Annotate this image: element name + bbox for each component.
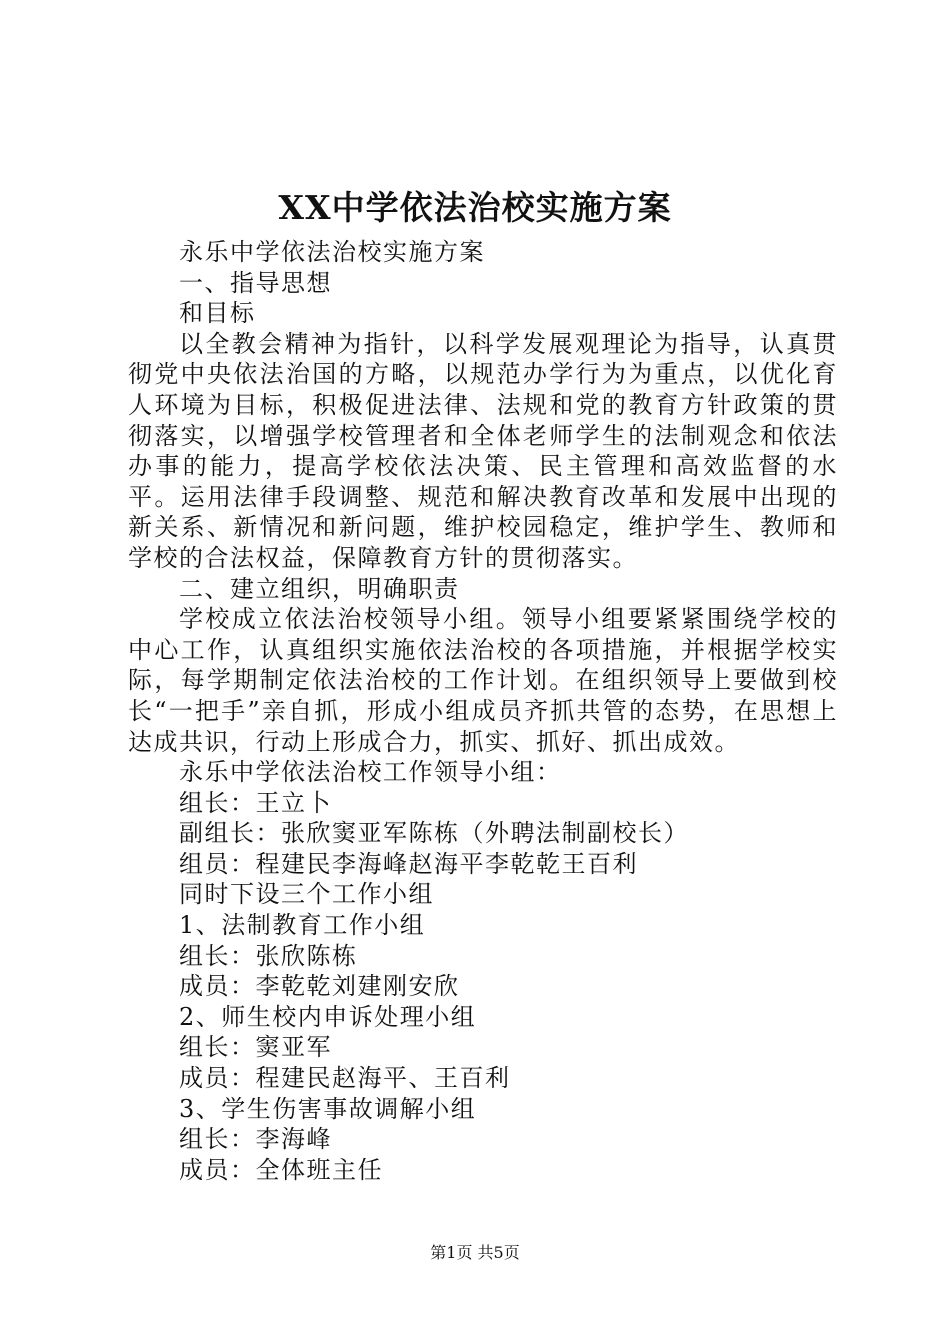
- section-heading: 二、建立组织，明确职责: [179, 574, 460, 603]
- document-body: [128, 237, 838, 1185]
- page-footer: 第1页 共5页: [430, 1243, 520, 1262]
- member-line: 成员：程建民赵海平、王百利: [179, 1064, 511, 1093]
- paragraph: 以全教会精神为指针，以科学发展观理论为指导，认真贯彻党中央依法治国的方略，以规范办学行为为重点，以优化育人环境为目标，积极促进法律、法规和党的教育方针政策的贯彻落实，以增强学校管理者和全体老师学生的法制观念和依法办事的能力，提高学校依法决策、民主管理和高效监督的水平。运用法律手段调整、规范和解决教育改革和发展中出现的新关系、新情况和新问题，维护校园稳定，维护学生、教师和学校的合法权益，保障教育方针的贯彻落实。: [128, 329, 838, 572]
- member-line: 组长：张欣陈栋: [179, 941, 358, 970]
- subgroup-heading: 3、学生伤害事故调解小组: [179, 1094, 477, 1123]
- member-line: 组长：李海峰: [179, 1125, 332, 1154]
- member-line: 组长：王立卜: [179, 788, 332, 817]
- paragraph: 学校成立依法治校领导小组。领导小组要紧紧围绕学校的中心工作，认真组织实施依法治校的各项措施，并根据学校实际，每学期制定依法治校的工作计划。在组织领导上要做到校长“一把手”亲自抓，形成小组成员齐抓共管的态势，在思想上达成共识，行动上形成合力，抓实、抓好、抓出成效。: [128, 605, 838, 756]
- body-line: 和目标: [179, 299, 256, 328]
- member-line: 副组长：张欣窦亚军陈栋（外聘法制副校长）: [179, 819, 689, 848]
- subgroup-heading: 1、法制教育工作小组: [179, 911, 426, 940]
- member-line: 成员：全体班主任: [179, 1155, 383, 1184]
- member-line: 成员：李乾乾刘建刚安欣: [179, 972, 460, 1001]
- body-line: 永乐中学依法治校实施方案: [179, 238, 485, 266]
- body-line: 永乐中学依法治校工作领导小组：: [179, 758, 562, 787]
- section-heading: 一、指导思想: [179, 268, 332, 297]
- member-line: 组长：窦亚军: [179, 1033, 332, 1062]
- document-title: XX中学依法治校实施方案: [278, 188, 672, 227]
- subgroup-heading: 2、师生校内申诉处理小组: [179, 1002, 477, 1031]
- member-line: 组员：程建民李海峰赵海平李乾乾王百利: [179, 849, 638, 878]
- body-line: 同时下设三个工作小组: [179, 880, 434, 909]
